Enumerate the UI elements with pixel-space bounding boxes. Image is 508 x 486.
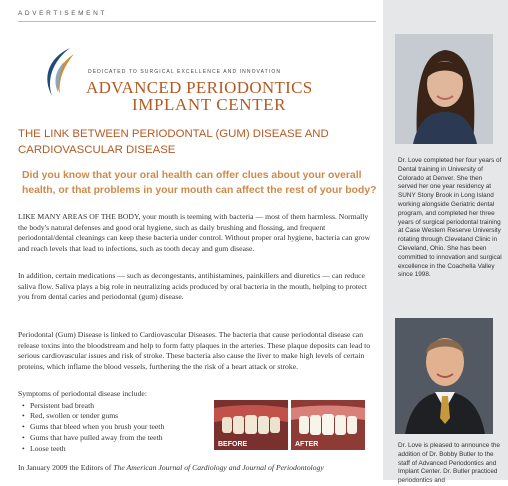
paragraph-1: LIKE MANY AREAS OF THE BODY, your mouth is teeming with bacteria — most of them harmless. Normally the body's natural defenses and good oral hygiene, such as daily brushing and flossing, and frequent periodontal/dental cleanings can keep these bacteria under control. Without proper oral hygiene, bacteria can grow and reach levels that lead to infections, such as tooth decay and gum disease. xyxy=(18,212,371,254)
after-label: AFTER xyxy=(295,441,319,448)
journal-title: The American Journal of Cardiology and Journal of Periodontology xyxy=(113,463,324,472)
before-photo xyxy=(214,400,288,450)
list-item: • Red, swollen or tender gums xyxy=(18,411,218,422)
dr-butler-photo xyxy=(395,318,493,434)
list-item: • Persistent bad breath xyxy=(18,401,218,412)
article-subhead: Did you know that your oral health can offer clues about your overall health, or that problems in your mouth can affect the rest of your body? xyxy=(22,170,377,196)
logo-tagline: DEDICATED TO SURGICAL EXCELLENCE AND INNOVATION xyxy=(88,69,282,75)
dr-love-photo xyxy=(395,34,493,144)
list-item: • Gums that have pulled away from the teeth xyxy=(18,433,218,444)
dr-love-portrait xyxy=(395,34,493,144)
logo-name-line1: ADVANCED PERIODONTICS xyxy=(86,78,313,97)
list-item: • Gums that bleed when you brush your teeth xyxy=(18,422,218,433)
advertisement-label: ADVERTISEMENT xyxy=(18,10,107,17)
dr-love-bio: Dr. Love completed her four years of Dental training in University of Colorado at Denver. She then served her one year residency at SUNY Stony Brook in Long Island working alongside Geriatric dental program, and completed her three years of surgical periodontal training at Case Western Reserve University rotating through Cleveland Clinic in Cleveland, Ohio. She has been committed to innovation and surgical excellence in the Coachella Valley since 1998. xyxy=(398,157,502,279)
paragraph-4 xyxy=(18,463,378,474)
before-label: BEFORE xyxy=(218,441,248,448)
logo-swoosh-icon xyxy=(40,44,78,100)
list-item: • Loose teeth xyxy=(18,444,218,455)
after-photo xyxy=(291,400,365,450)
article-headline: THE LINK BETWEEN PERIODONTAL (GUM) DISEASE AND CARDIOVASCULAR DISEASE xyxy=(18,128,329,156)
logo-name-line2: IMPLANT CENTER xyxy=(132,95,287,114)
paragraph-3: Periodontal (Gum) Disease is linked to Cardiovascular Diseases. The bacteria that cause periodontal disease can release toxins into the bloodstream and help to form fatty plaques in the arteries. These plaque deposits can lead to serious cardiovascular issues and risk of stroke. These bacteria also cause the liver to make high levels of certain proteins, which inflame the blood vessels, furthering the the risk of a heart attack or stroke. xyxy=(18,330,371,372)
dr-butler-bio: Dr. Love is pleased to announce the addition of Dr. Bobby Butler to the staff of Advanced Periodontics and Implant Center. Dr. Butler practiced periodontics and xyxy=(398,442,500,485)
symptoms-section xyxy=(18,389,218,454)
header-divider xyxy=(18,21,376,22)
symptoms-intro: Symptoms of periodontal disease include: xyxy=(18,389,147,398)
symptoms-list xyxy=(18,401,218,455)
paragraph-4-start: In January 2009 the Editors of xyxy=(18,463,114,472)
paragraph-2: In addition, certain medications — such as decongestants, antihistamines, painkillers and diuretics — can reduce saliva flow. Saliva plays a big role in neutralizing acids produced by oral bacteria in the mouth, helping to protect you from dental caries and periodontal (gum) disease. xyxy=(18,271,367,302)
dr-butler-portrait xyxy=(395,318,493,434)
